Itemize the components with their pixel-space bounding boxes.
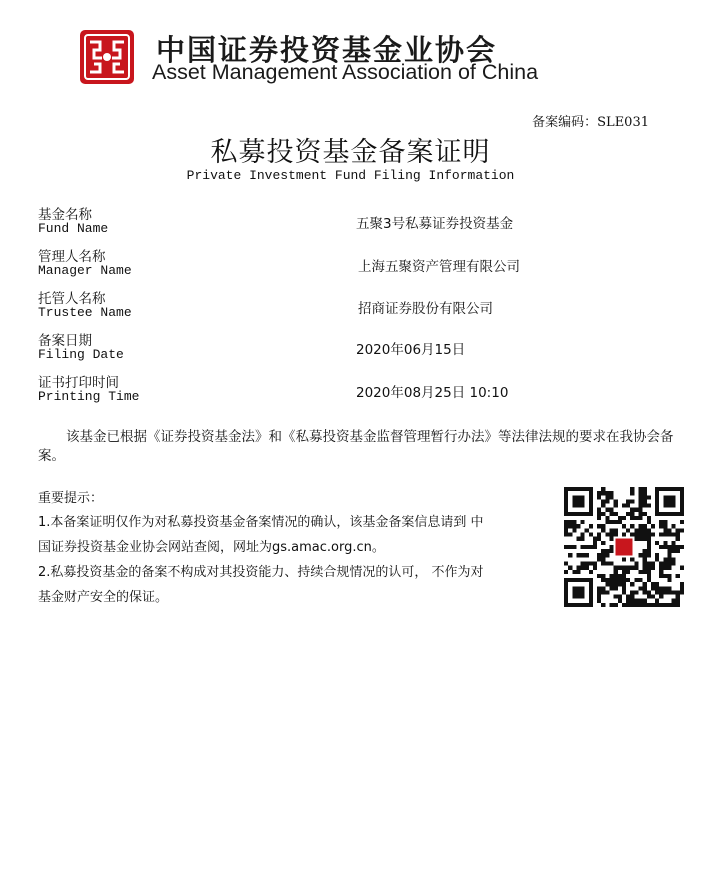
header <box>80 28 600 90</box>
notes-line: 1.本备案证明仅作为对私募投资基金备案情况的确认，该基金备案信息请到 中 <box>38 515 484 530</box>
field-value: 2020年06月15日 <box>356 342 466 358</box>
document-title-en: Private Investment Fund Filing Information <box>186 168 515 183</box>
field-label-en: Manager Name <box>38 263 132 278</box>
org-name-en: Asset Management Association of China <box>152 60 539 84</box>
field-value: 招商证券股份有限公司 <box>358 301 493 317</box>
field-manager-name <box>38 245 658 287</box>
notes-line: 国证券投资基金业协会网站查阅，网址为gs.amac.org.cn。 <box>38 540 385 555</box>
field-fund-name <box>38 203 658 245</box>
notes-line: 基金财产安全的保证。 <box>38 590 169 605</box>
field-label-en: Trustee Name <box>38 305 132 320</box>
document-title-cn: 私募投资基金备案证明 <box>210 137 491 168</box>
field-label-cn: 托管人名称 <box>38 291 106 307</box>
field-label-en: Filing Date <box>38 347 124 362</box>
filing-statement: 该基金已根据《证券投资基金法》和《私募投资基金监督管理暂行办法》等法律法规的要求在我协会备案。 <box>38 429 674 464</box>
field-label-cn: 管理人名称 <box>38 249 106 265</box>
notes-line: 2.私募投资基金的备案不构成对其投资能力、持续合规情况的认可， 不作为对 <box>38 565 484 580</box>
filing-code: 备案编码：SLE031 <box>532 115 649 130</box>
qr-code-icon[interactable] <box>564 487 684 607</box>
important-notes <box>38 488 550 610</box>
field-printing-time <box>38 371 658 413</box>
org-name-cn: 中国证券投资基金业协会 <box>156 33 498 67</box>
field-trustee-name <box>38 287 658 329</box>
notes-title: 重要提示： <box>38 491 104 506</box>
field-value: 2020年08月25日 10:10 <box>356 385 509 401</box>
field-label-en: Printing Time <box>38 389 140 404</box>
amac-seal-icon <box>80 30 134 84</box>
field-label-cn: 基金名称 <box>38 207 92 223</box>
field-label-en: Fund Name <box>38 221 109 236</box>
fund-info-fields <box>38 203 658 413</box>
field-value: 五聚3号私募证券投资基金 <box>356 216 514 232</box>
field-label-cn: 备案日期 <box>38 333 92 349</box>
field-value: 上海五聚资产管理有限公司 <box>358 259 520 275</box>
field-filing-date <box>38 329 658 371</box>
field-label-cn: 证书打印时间 <box>38 375 119 391</box>
